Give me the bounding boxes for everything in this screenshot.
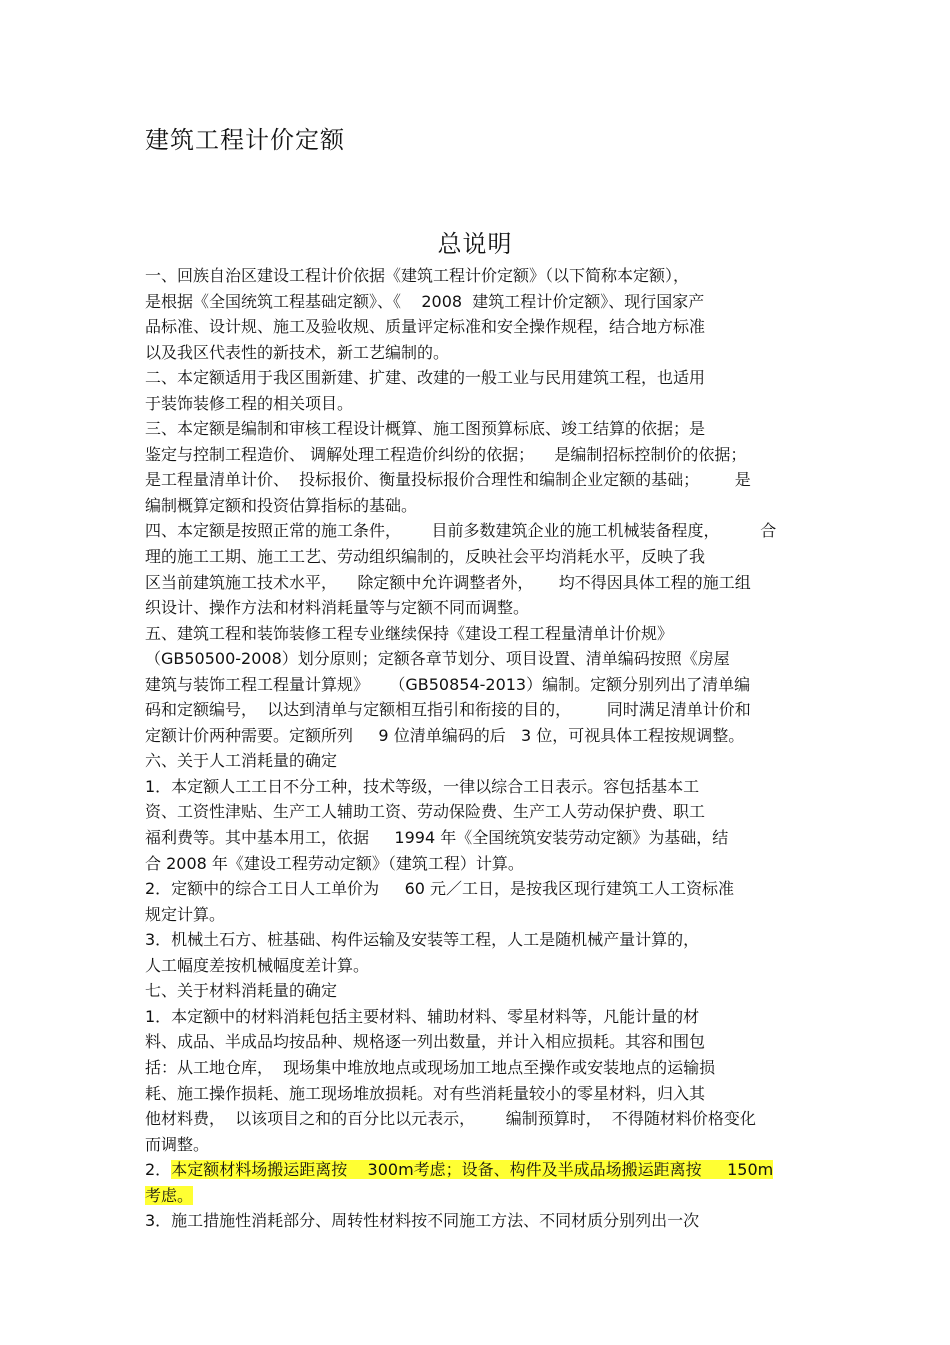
line-text: 区当前建筑施工技术水平， 除定额中允许调整者外， 均不得因具体工程的施工组 — [145, 572, 751, 592]
highlighted-text: 考虑。 — [145, 1185, 194, 1205]
text-line — [145, 391, 825, 417]
text-line — [145, 467, 825, 493]
line-text: 料、成品、半成品均按品种、规格逐一列出数量，并计入相应损耗。其容和围包 — [145, 1032, 706, 1052]
line-text: 以及我区代表性的新技术，新工艺编制的。 — [145, 342, 450, 362]
line-text: 合 2008 年《建设工程劳动定额》（建筑工程）计算。 — [145, 853, 524, 873]
text-line — [145, 902, 825, 928]
line-text: 2．定额中的综合工日人工单价为 60 元／工日，是按我区现行建筑工人工资标准 — [145, 879, 735, 899]
text-line — [145, 289, 825, 315]
line-text: 是根据《全国统筑工程基础定额》、《 2008 建筑工程计价定额》、现行国家产 — [145, 291, 705, 311]
text-line — [145, 1081, 825, 1107]
line-text: 括：从工地仓库， 现场集中堆放地点或现场加工地点至操作或安装地点的运输损 — [145, 1057, 716, 1077]
line-text: 1．本定额中的材料消耗包括主要材料、辅助材料、零星材料等，凡能计量的材 — [145, 1006, 700, 1026]
document-title: 建筑工程计价定额 — [145, 126, 345, 154]
section-title: 总说明 — [437, 230, 513, 258]
line-text: 3．施工措施性消耗部分、周转性材料按不同施工方法、不同材质分别列出一次 — [145, 1211, 700, 1231]
text-line — [145, 1055, 825, 1081]
text-line — [145, 544, 825, 570]
line-text: 七、关于材料消耗量的确定 — [145, 981, 338, 1001]
line-text: 品标准、设计规、施工及验收规、质量评定标准和安全操作规程，结合地方标准 — [145, 317, 706, 337]
text-line — [145, 723, 825, 749]
text-line — [145, 953, 825, 979]
text-line — [145, 1132, 825, 1158]
text-line — [145, 1004, 825, 1030]
text-line — [145, 748, 825, 774]
body-text — [145, 263, 825, 1234]
text-line — [145, 493, 825, 519]
text-line — [145, 570, 825, 596]
line-text: 码和定额编号， 以达到清单与定额相互指引和衔接的目的， 同时满足清单计价和 — [145, 700, 751, 720]
line-text: 人工幅度差按机械幅度差计算。 — [145, 955, 370, 975]
text-line — [145, 978, 825, 1004]
text-line — [145, 1183, 825, 1209]
line-text: 定额计价两种需要。定额所列 9 位清单编码的后 3 位，可视具体工程按规调整。 — [145, 725, 745, 745]
text-line — [145, 1029, 825, 1055]
highlighted-text: 本定额材料场搬运距离按 300m考虑；设备、构件及半成品场搬运距离按 150m — [171, 1160, 774, 1180]
line-text: 1．本定额人工工日不分工种，技术等级，一律以综合工日表示。容包括基本工 — [145, 776, 700, 796]
line-text: （GB50500-2008）划分原则；定额各章节划分、项目设置、清单编码按照《房屋 — [145, 649, 730, 669]
line-text: 理的施工工期、施工工艺、劳动组织编制的，反映社会平均消耗水平，反映了我 — [145, 547, 706, 567]
line-text: 而调整。 — [145, 1134, 210, 1154]
text-line — [145, 263, 825, 289]
text-line — [145, 442, 825, 468]
line-text: 3．机械土石方、桩基础、构件运输及安装等工程，人工是随机械产量计算的， — [145, 930, 700, 950]
line-text: 鉴定与控制工程造价、 调解处理工程造价纠纷的依据； 是编制招标控制价的依据； — [145, 444, 747, 464]
line-text: 规定计算。 — [145, 904, 226, 924]
line-text: 三、本定额是编制和审核工程设计概算、施工图预算标底、竣工结算的依据；是 — [145, 419, 706, 439]
line-text: 一、回族自治区建设工程计价依据《建筑工程计价定额》（以下简称本定额）， — [145, 266, 690, 285]
line-text: 耗、施工操作损耗、施工现场堆放损耗。对有些消耗量较小的零星材料，归入其 — [145, 1083, 706, 1103]
text-line — [145, 825, 825, 851]
text-line — [145, 646, 825, 672]
text-line — [145, 1106, 825, 1132]
text-line — [145, 1157, 825, 1183]
text-line — [145, 799, 825, 825]
text-line — [145, 1208, 825, 1234]
line-text: 四、本定额是按照正常的施工条件， 目前多数建筑企业的施工机械装备程度， 合 — [145, 521, 777, 541]
line-text: 二、本定额适用于我区围新建、扩建、改建的一般工业与民用建筑工程，也适用 — [145, 368, 706, 388]
text-line — [145, 774, 825, 800]
text-line — [145, 365, 825, 391]
text-line — [145, 672, 825, 698]
line-text: 六、关于人工消耗量的确定 — [145, 751, 338, 771]
text-line — [145, 340, 825, 366]
text-line — [145, 697, 825, 723]
text-line — [145, 416, 825, 442]
text-line — [145, 927, 825, 953]
text-line — [145, 621, 825, 647]
text-line — [145, 595, 825, 621]
line-text: 他材料费， 以该项目之和的百分比以元表示， 编制预算时， 不得随材料价格变化 — [145, 1109, 756, 1129]
line-text: 是工程量清单计价、 投标报价、衡量投标报价合理性和编制企业定额的基础； 是 — [145, 470, 751, 490]
line-text: 编制概算定额和投资估算指标的基础。 — [145, 495, 418, 515]
line-text: 福利费等。其中基本用工，依据 1994 年《全国统筑安装劳动定额》为基础，结 — [145, 828, 729, 848]
line-text: 于装饰装修工程的相关项目。 — [145, 393, 354, 413]
text-line — [145, 314, 825, 340]
text-line — [145, 851, 825, 877]
line-text: 建筑与装饰工程工程量计算规》 （GB50854-2013）编制。定额分别列出了清单编 — [145, 674, 751, 694]
line-text: 五、建筑工程和装饰装修工程专业继续保持《建设工程工程量清单计价规》 — [145, 623, 674, 643]
text-line — [145, 876, 825, 902]
line-text: 织设计、操作方法和材料消耗量等与定额不同而调整。 — [145, 598, 530, 618]
line-prefix: 2． — [145, 1160, 172, 1180]
text-line — [145, 518, 825, 544]
line-text: 资、工资性津贴、生产工人辅助工资、劳动保险费、生产工人劳动保护费、职工 — [145, 802, 706, 822]
